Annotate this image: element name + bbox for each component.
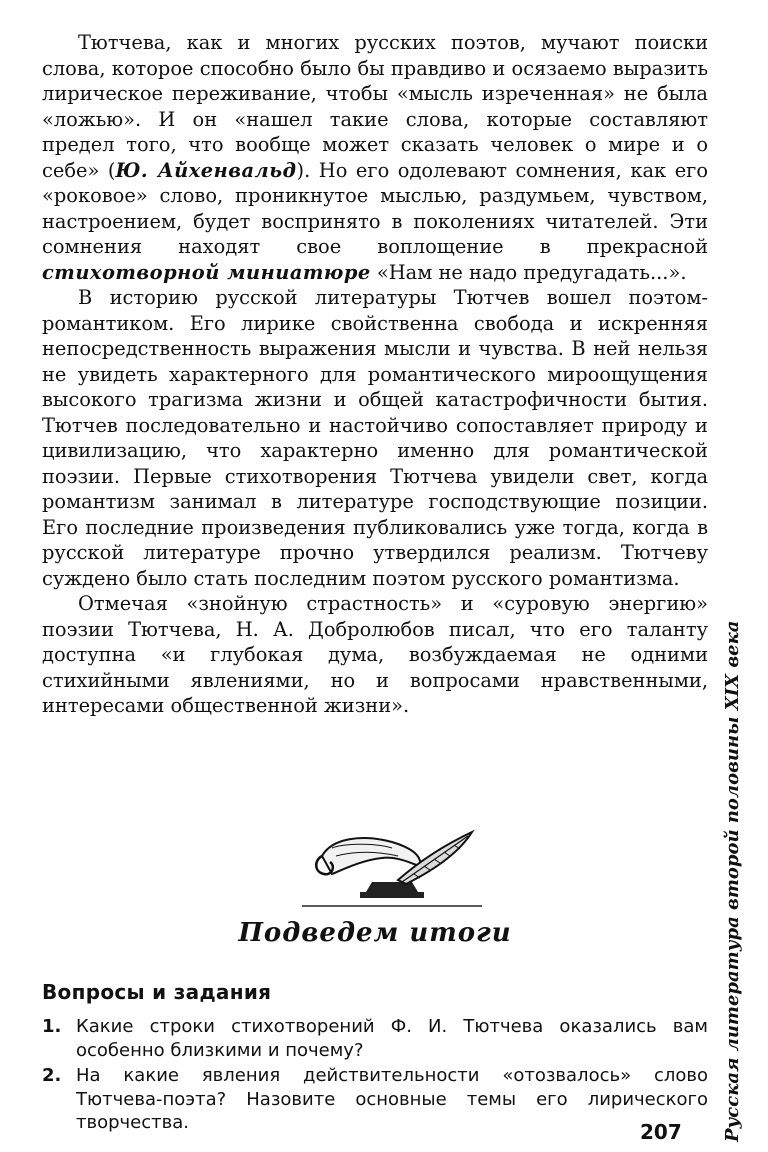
body-text (42, 30, 708, 719)
scroll-quill-ornament-icon (302, 826, 482, 908)
question-text: Какие строки стихотворений Ф. И. Тютчева оказались вам особенно близкими и почему? (76, 1016, 708, 1061)
paragraph-1-text-b: ). Но его одолевают сомнения, как его «роковое» слово, проникнутое мыслью, раздумьем, чувством, настроением, будет воспринято в поколениях читателей. Эти сомнения находят свое воплощение в прекрасной (42, 158, 708, 258)
paragraph-3: Отмечая «знойную страстность» и «суровую энергию» поэзии Тютчева, Н. А. Добролюбов писал, что его таланту доступна «и глубокая дума, возбуждаемая не одними стихийными явлениями, но и вопросами нравственными, интересами общественной жизни». (42, 592, 708, 717)
paragraph-1-text-c: «Нам не надо предугадать...». (370, 260, 687, 284)
running-head: Русская литература второй половины XIX века (722, 620, 743, 1142)
paragraph-1 (42, 30, 708, 285)
page-number: 207 (640, 1120, 682, 1144)
question-number: 1. (42, 1016, 62, 1037)
question-text: На какие явления действительности «отозвалось» слово Тютчева-поэта? Назовите основные темы его лирического творчества. (76, 1065, 708, 1133)
paragraph-1-text-a: Тютчева, как и многих русских поэтов, мучают поиски слова, которое способно было бы правдиво и осязаемо выразить лирическое переживание, чтобы «мысль изреченная» не была «ложью». И он «нашел такие слова, которые составляют предел того, что вообще может сказать человек о мире и о себе» ( (42, 31, 708, 182)
questions-heading: Вопросы и задания (42, 980, 272, 1004)
question-item (42, 1015, 708, 1062)
section-title: Подведем итоги (238, 918, 512, 948)
paragraph-2: В историю русской литературы Тютчев вошел поэтом-романтиком. Его лирике свойственна свобода и искренняя непосредственность выражения мысли и чувства. В ней нельзя не увидеть характерного для романтического мироощущения высокого трагизма жизни и общей катастрофичности бытия. Тютчев последовательно и настойчиво сопоставляет природу и цивилизацию, что характерно именно для романтической поэзии. Первые стихотворения Тютчева увидели свет, когда романтизм занимал в литературе господствующие позиции. Его последние произведения публиковались уже тогда, когда в русской литературе прочно утвердился реализм. Тютчеву суждено было стать последним поэтом русского романтизма. (42, 286, 708, 590)
questions-list (42, 1015, 708, 1137)
textbook-page (42, 30, 708, 1140)
citation-author: Ю. Айхенвальд (115, 158, 297, 182)
question-number: 2. (42, 1065, 62, 1086)
term-emphasis: стихотворной миниатюре (42, 260, 371, 284)
question-item (42, 1064, 708, 1135)
